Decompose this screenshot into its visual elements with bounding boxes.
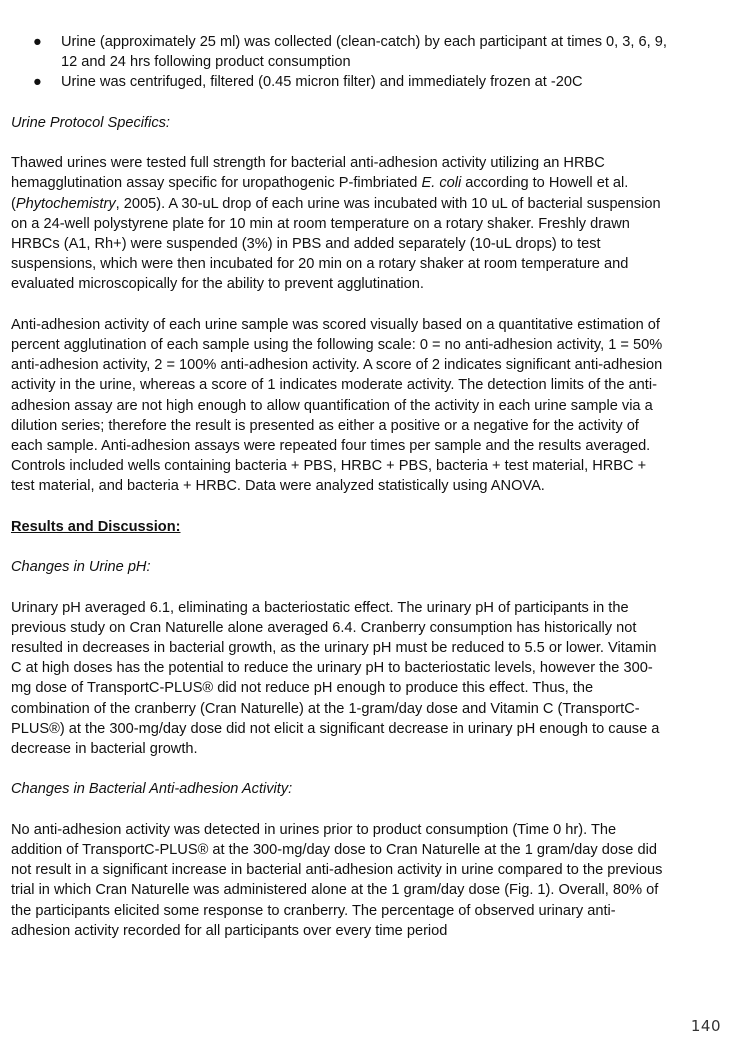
text-run: , 2005). A 30-uL drop of each urine was incubated with 10 uL of bacterial suspension on a 24-well polystyrene plate for 10 min at room temperature on a rotary shaker. Freshly drawn HRBCs (A1, Rh+) were suspended (3%) in PBS and added separately (10-uL drops) to test suspensions, which were then incubated for 20 min on a rotary shaker at room temperature and evaluated microscopically for the ability to prevent agglutination. xyxy=(11,195,661,293)
list-item xyxy=(11,32,671,72)
document-body xyxy=(11,32,671,961)
text-run: Thawed urines were tested full strength for bacterial anti-adhesion activity utilizing an HRBC hemagglutination assay specific for uropathogenic P-fimbriated xyxy=(11,155,605,192)
list-item-text: Urine was centrifuged, filtered (0.45 micron filter) and immediately frozen at -20C xyxy=(61,74,583,91)
antiadhesion-heading: Changes in Bacterial Anti-adhesion Activity: xyxy=(11,781,293,798)
ph-paragraph: Urinary pH averaged 6.1, eliminating a bacteriostatic effect. The urinary pH of participants in the previous study on Cran Naturelle alone averaged 6.4. Cranberry consumption has historically not resulted in decreases in bacterial growth, as the urinary pH must be reduced to 5.5 or lower. Vitamin C at high doses has the potential to reduce the urinary pH to bacteriostatic levels, however the 300-mg dose of TransportC-PLUS® did not reduce pH enough to produce this effect. Thus, the combination of the cranberry (Cran Naturelle) at the 1-gram/day dose and Vitamin C (TransportC-PLUS®) at the 300-mg/day dose did not elicit a significant decrease in urinary pH enough to cause a decrease in bacterial growth. xyxy=(11,599,660,758)
text-run: according to Howell et al. ( xyxy=(11,175,629,212)
spacer xyxy=(11,93,671,113)
list-item xyxy=(11,72,671,92)
results-heading: Results and Discussion: xyxy=(11,518,181,535)
antiadhesion-paragraph: No anti-adhesion activity was detected in urines prior to product consumption (Time 0 hr). The addition of TransportC-PLUS® at the 300-mg/day dose to Cran Naturelle at the 1 gram/day dose did not result in a significant increase in bacterial anti-adhesion activity in urine compared to the previous trial in which Cran Naturelle was administered alone at the 1 gram/day dose (Fig. 1). Overall, 80% of the participants elicited some response to cranberry. The percentage of observed urinary anti-adhesion activity recorded for all participants over every time period xyxy=(11,821,663,939)
bullet-icon: ● xyxy=(33,34,42,50)
page-number: 140 xyxy=(690,1017,721,1035)
organism-name: E. coli xyxy=(421,175,462,192)
list-item-text: Urine (approximately 25 ml) was collected (clean-catch) by each participant at times 0, 3, 6, 9, 12 and 24 hrs following product consumption xyxy=(61,34,667,71)
protocol-paragraph-1 xyxy=(11,153,671,294)
ph-heading: Changes in Urine pH: xyxy=(11,559,151,576)
collection-bullet-list xyxy=(11,32,671,93)
bullet-icon: ● xyxy=(33,74,42,91)
protocol-paragraph-2: Anti-adhesion activity of each urine sample was scored visually based on a quantitative estimation of percent agglutination of each sample using the following scale: 0 = no anti-adhesion activity, 1 = 50% anti-adhesion activity, 2 = 100% anti-adhesion activity. A score of 2 indicates significant anti-adhesion activity in the urine, whereas a score of 1 indicates moderate activity. The detection limits of the anti-adhesion assay are not high enough to allow quantification of the activity in each urine sample via a dilution series; therefore the result is presented as either a positive or a negative for the activity of each sample. Anti-adhesion assays were repeated four times per sample and the results averaged. Controls included wells containing bacteria + PBS, HRBC + PBS, bacteria + test material, HRBC + test material, and bacteria + HRBC. Data were analyzed statistically using ANOVA. xyxy=(11,316,663,495)
urine-protocol-heading: Urine Protocol Specifics: xyxy=(11,114,170,131)
journal-name: Phytochemistry xyxy=(15,195,116,212)
